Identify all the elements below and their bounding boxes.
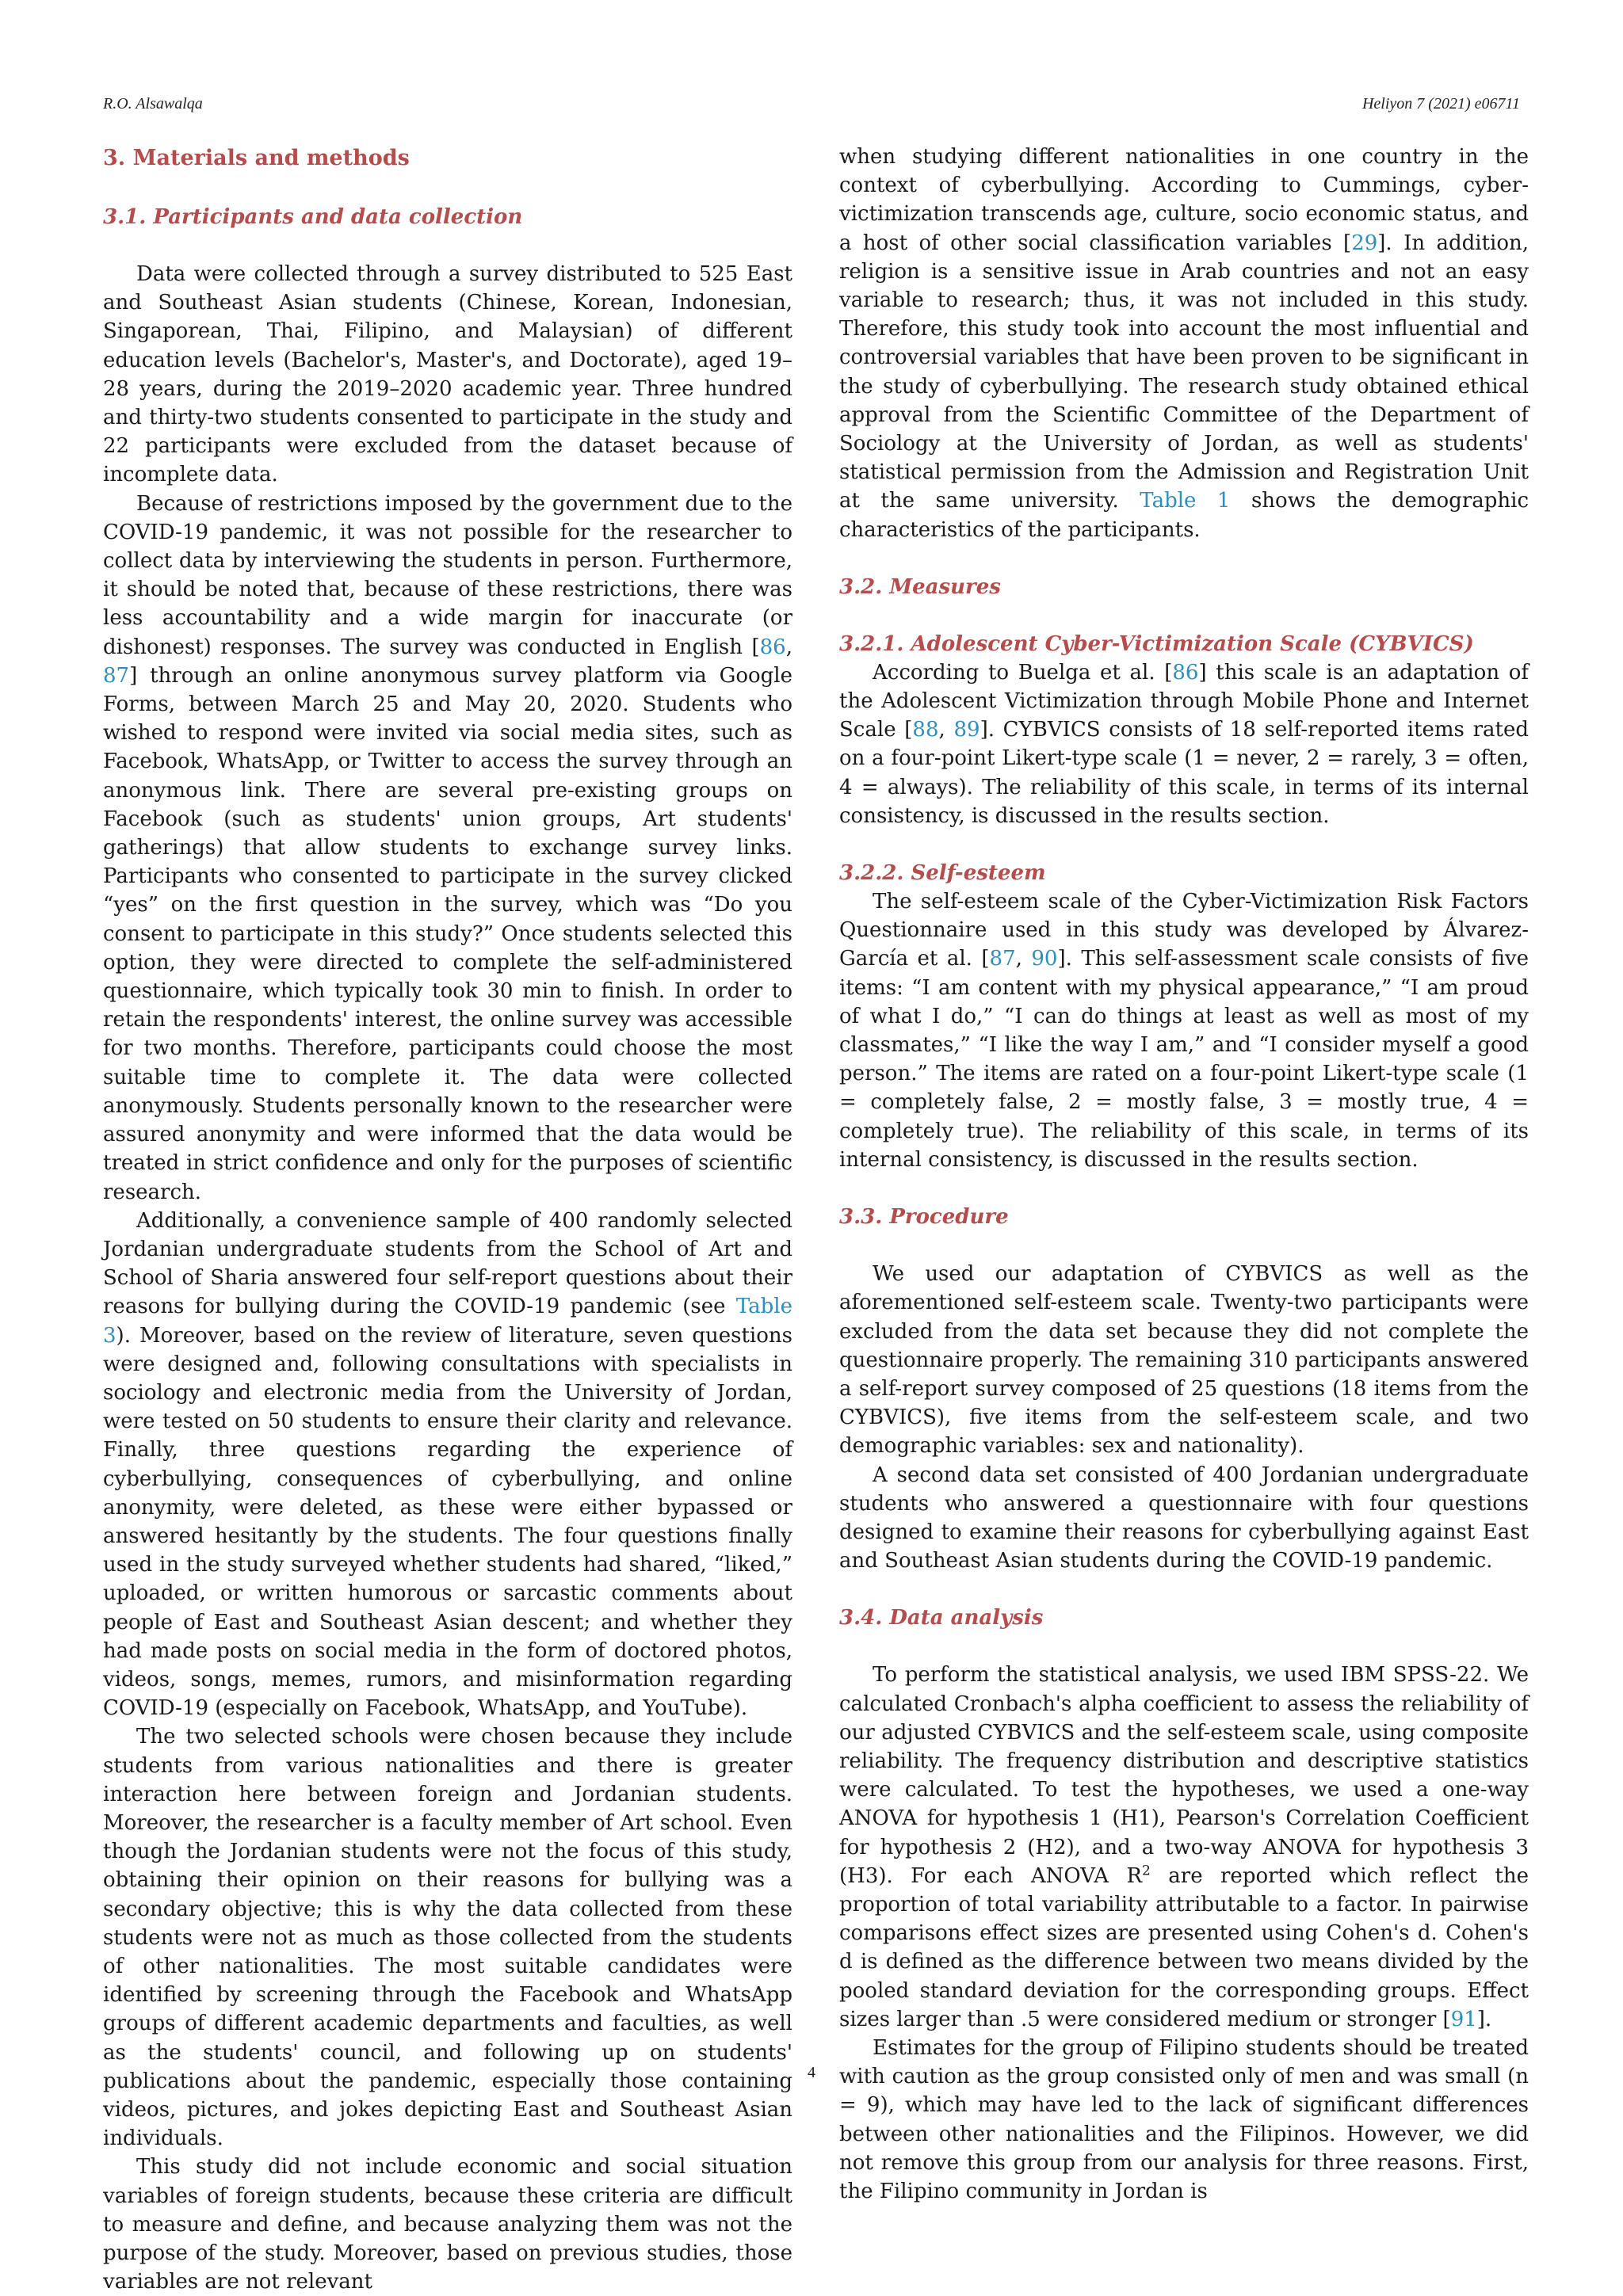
citation-link[interactable]: 29 [1351, 231, 1378, 255]
paragraph: According to Buelga et al. [86] this scale is an adaptation of the Adolescent Victimization through Mobile Phone and Internet Scale [88, 89]. CYBVICS consists of 18 self-reported items rated on a four-point Likert-type scale (1 = never, 2 = rarely, 3 = often, 4 = always). The reliability of this scale, in terms of its internal consistency, is discussed in the results section. [839, 660, 1529, 828]
citation-link[interactable]: 89 [953, 718, 980, 742]
paragraph: A second data set consisted of 400 Jordanian undergraduate students who answered a questionnaire with four questions designed to examine their reasons for cyberbullying against East and Southeast Asian students during the COVID-19 pandemic. [839, 1463, 1529, 1573]
paragraph: when studying different nationalities in one country in the context of cyberbullying. According to Cummings, cyber-victimization transcends age, culture, socio economic status, and a host of other social classification variables [29]. In addition, religion is a sensitive issue in Arab countries and not an easy variable to research; thus, it was not included in this study. Therefore, this study took into account the most influential and controversial variables that have been proven to be significant in the study of cyberbullying. The research study obtained ethical approval from the Scientific Committee of the Department of Sociology at the University of Jordan, as well as students' statistical permission from the Admission and Registration Unit at the same university. Table 1 shows the demographic characteristics of the participants. [839, 145, 1529, 542]
paragraph: The self-esteem scale of the Cyber-Victimization Risk Factors Questionnaire used in this study was developed by Álvarez-García et al. [87, 90]. This self-assessment scale consists of five items: “I am content with my physical appearance,” “I am proud of what I do,” “I can do things at least as well as most of my classmates,” “I like the way I am,” and “I consider myself a good person.” The items are rated on a four-point Likert-type scale (1 = completely false, 2 = mostly false, 3 = mostly true, 4 = completely true). The reliability of this scale, in terms of its internal consistency, is discussed in the results section. [839, 890, 1529, 1172]
subsection-title-measures: 3.2. Measures [839, 574, 1001, 599]
subsection-title-procedure: 3.3. Procedure [839, 1205, 1009, 1230]
subsection-title-participants: 3.1. Participants and data collection [103, 205, 523, 229]
subsubsection-title-self-esteem: 3.2.2. Self-esteem [839, 861, 1046, 886]
paragraph: Because of restrictions imposed by the government due to the COVID-19 pandemic, it was not possible for the researcher to collect data by interviewing the students in person. Furthermore, it should be noted that, because of these restrictions, there was less accountability and a wide margin for inaccurate (or dishonest) responses. The survey was conducted in English [86, 87] through an online anonymous survey platform via Google Forms, between March 25 and May 20, 2020. Students who wished to respond were invited via social media sites, such as Facebook, WhatsApp, or Twitter to access the survey through an anonymous link. There are several pre-existing groups on Facebook (such as students' union groups, Art students' gatherings) that allow students to exchange survey links. Participants who consented to participate in the survey clicked “yes” on the first question in the survey, which was “Do you consent to participate in this study?” Once students selected this option, they were directed to complete the self-administered questionnaire, which typically took 30 min to finish. In order to retain the respondents' interest, the online survey was accessible for two months. Therefore, participants could choose the most suitable time to complete it. The data were collected anonymously. Students personally known to the researcher were assured anonymity and were informed that the data would be treated in strict confidence and only for the purposes of scientific research. [103, 491, 792, 1204]
subsubsection-title-cybvics: 3.2.1. Adolescent Cyber-Victimization Scale (CYBVICS) [839, 631, 1474, 656]
paragraph: Estimates for the group of Filipino students should be treated with caution as the group consisted only of men and was small (n = 9), which may have led to the lack of significant differences between other nationalities and the Filipinos. However, we did not remove this group from our analysis for three reasons. First, the Filipino community in Jordan is [839, 2035, 1529, 2203]
paragraph: Data were collected through a survey distributed to 525 East and Southeast Asian students (Chinese, Korean, Indonesian, Singaporean, Thai, Filipino, and Malaysian) of different education levels (Bachelor's, Master's, and Doctorate), aged 19–28 years, during the 2019–2020 academic year. Three hundred and thirty-two students consented to participate in the study and 22 participants were excluded from the dataset because of incomplete data. [103, 262, 792, 487]
subsection-title-data-analysis: 3.4. Data analysis [839, 1606, 1044, 1630]
running-head-journal: Heliyon 7 (2021) e06711 [1361, 95, 1520, 113]
citation-link[interactable]: 86 [1172, 660, 1199, 685]
citation-link[interactable]: 86 [759, 635, 786, 659]
citation-link[interactable]: 91 [1450, 2007, 1477, 2031]
superscript: 2 [1142, 1863, 1151, 1879]
left-column [103, 143, 792, 2296]
citation-link[interactable]: 87 [989, 947, 1016, 971]
paragraph: Additionally, a convenience sample of 400 randomly selected Jordanian undergraduate students from the School of Art and School of Sharia answered four self-report questions about their reasons for bullying during the COVID-19 pandemic (see Table 3). Moreover, based on the review of literature, seven questions were designed and, following consultations with specialists in sociology and electronic media from the University of Jordan, were tested on 50 students to ensure their clarity and relevance. Finally, three questions regarding the experience of cyberbullying, consequences of cyberbullying, and online anonymity, were deleted, as these were either bypassed or answered hesitantly by the students. The four questions finally used in the study surveyed whether students had shared, “liked,” uploaded, or written humorous or sarcastic comments about people of East and Southeast Asian descent; and whether they had made posts on social media in the form of doctored photos, videos, songs, memes, rumors, and misinformation regarding COVID-19 (especially on Facebook, WhatsApp, and YouTube). [103, 1208, 792, 1721]
page-number: 4 [808, 2064, 815, 2081]
paragraph: The two selected schools were chosen because they include students from various nationalities and there is greater interaction here between foreign and Jordanian students. Moreover, the researcher is a faculty member of Art school. Even though the Jordanian students were not the focus of this study, obtaining their opinion on their reasons for bullying was a secondary objective; this is why the data collected from these students were not as much as those collected from the students of other nationalities. The most suitable candidates were identified by screening through the Facebook and WhatsApp groups of different academic departments and faculties, as well as the students' council, and following up on students' publications about the pandemic, especially those containing videos, pictures, and jokes depicting East and Southeast Asian individuals. [103, 1725, 792, 2151]
citation-link[interactable]: 87 [103, 663, 130, 688]
paragraph: We used our adaptation of CYBVICS as well as the aforementioned self-esteem scale. Twenty-two participants were excluded from the data set because they did not complete the questionnaire properly. The remaining 310 participants answered a self-report survey composed of 25 questions (18 items from the CYBVICS), five items from the self-esteem scale, and two demographic variables: sex and nationality). [839, 1262, 1529, 1459]
section-title-materials-methods: 3. Materials and methods [103, 146, 410, 170]
table-link[interactable]: Table 3 [103, 1295, 792, 1348]
table-link[interactable]: Table 1 [1140, 489, 1231, 513]
paragraph: To perform the statistical analysis, we used IBM SPSS-22. We calculated Cronbach's alpha coefficient to assess the reliability of our adjusted CYBVICS and the self-esteem scale, using composite reliability. The frequency distribution and descriptive statistics were calculated. To test the hypotheses, we used a one-way ANOVA for hypothesis 1 (H1), Pearson's Correlation Coefficient for hypothesis 2 (H2), and a two-way ANOVA for hypothesis 3 (H3). For each ANOVA $R^2$ are reported which reflect the proportion of total variability attributable to a factor. In pairwise comparisons effect sizes are presented using Cohen's d. Cohen's d is defined as the difference between two means divided by the pooled standard deviation for the corresponding groups. Effect sizes larger than .5 were considered medium or stronger [91]. [839, 1663, 1529, 2031]
paragraph: This study did not include economic and social situation variables of foreign students, because these criteria are difficult to measure and define, and because analyzing them was not the purpose of the study. Moreover, based on previous studies, those variables are not relevant [103, 2155, 792, 2294]
right-column [839, 143, 1529, 2206]
citation-link[interactable]: 88 [912, 718, 939, 742]
citation-link[interactable]: 90 [1031, 947, 1058, 971]
running-head-author: R.O. Alsawalqa [103, 95, 203, 113]
